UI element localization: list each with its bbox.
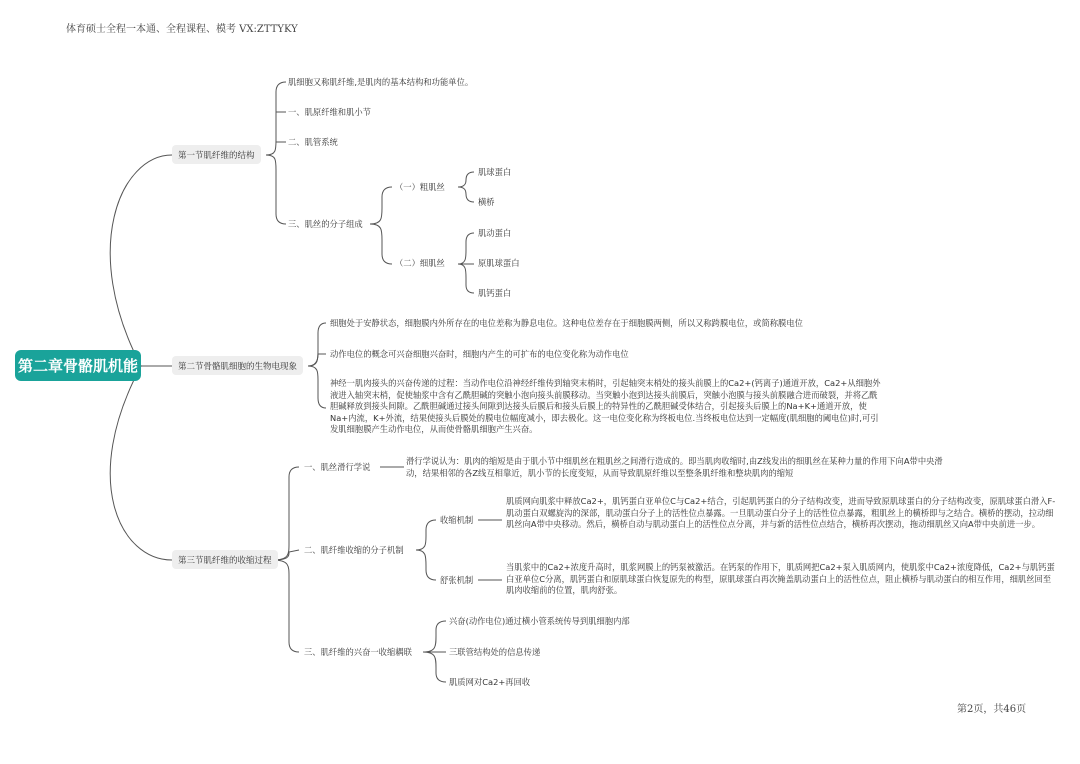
molecular-mechanism-node: 二、肌纤维收缩的分子机制 — [304, 545, 404, 555]
contraction-mechanism-text: 肌质网向肌浆中释放Ca2+，肌钙蛋白亚单位C与Ca2+结合，引起肌钙蛋白的分子结构改变，进而导致原肌球蛋白的分子结构改变，原肌球蛋白滑入F-肌动蛋白双螺旋沟的深部，肌动蛋白分子上的活性位点暴露。一旦肌动蛋白分子上的活性位点暴露，粗肌丝上的横桥即与之结合。横桥的摆动，拉动细肌丝向A带中央移动。然后，横桥自动与肌动蛋白上的活性位点分离，并与新的活性位点结合，横桥再次摆动，拖动细肌丝又向A带中央前进一步。 — [506, 496, 1056, 529]
section-3-node: 第三节肌纤维的收缩过程 — [172, 550, 278, 569]
thick-filament-node: （一）粗肌丝 — [395, 182, 445, 192]
section-1-item-3: 二、肌管系统 — [288, 137, 338, 147]
ec-coupling-child-3: 肌质网对Ca2+再回收 — [449, 677, 531, 687]
thick-child-crossbridge: 横桥 — [478, 197, 495, 207]
relaxation-mechanism-text: 当肌浆中的Ca2+浓度升高时，肌浆网膜上的钙泵被激活。在钙泵的作用下，肌质网把Ca2+泵入肌质网内，使肌浆中Ca2+浓度降低，Ca2+与肌钙蛋白亚单位C分离，肌钙蛋白和原肌球蛋白恢复原先的构型，原肌球蛋白再次掩盖肌动蛋白上的活性位点，阻止横桥与肌动蛋白的相互作用，细肌丝回至肌肉收缩前的位置，肌肉舒张。 — [506, 562, 1055, 595]
section-1-item-2: 一、肌原纤维和肌小节 — [288, 107, 371, 117]
sliding-theory-node: 一、肌丝滑行学说 — [304, 462, 371, 472]
root-node: 第二章骨骼肌机能 — [15, 350, 141, 381]
ec-coupling-child-1: 兴奋(动作电位)通过横小管系统传导到肌细胞内部 — [449, 616, 630, 626]
resting-potential-text: 细胞处于安静状态，细胞膜内外所存在的电位差称为静息电位。这种电位差存在于细胞膜两侧，所以又称跨膜电位，或简称膜电位 — [330, 318, 803, 328]
thin-child-actin: 肌动蛋白 — [478, 228, 512, 238]
page-header: 体育硕士全程一本通、全程课程、模考 VX:ZTTYKY — [66, 24, 298, 35]
page-footer: 第2页，共46页 — [957, 704, 1027, 715]
action-potential-text: 动作电位的概念可兴奋细胞兴奋时，细胞内产生的可扩布的电位变化称为动作电位 — [330, 349, 629, 359]
sliding-theory-text: 滑行学说认为：肌肉的缩短是由于肌小节中细肌丝在粗肌丝之间滑行造成的。即当肌肉收缩时,由Z线发出的细肌丝在某种力量的作用下向A带中央滑动，结果相邻的各Z线互相靠近，肌小节的长度变短，从而导致肌原纤维以至整条肌纤维和整块肌肉的缩短 — [406, 456, 943, 478]
ec-coupling-child-2: 三联管结构处的信息传递 — [449, 647, 541, 657]
thin-child-troponin: 肌钙蛋白 — [478, 288, 512, 298]
thick-child-myosin: 肌球蛋白 — [478, 167, 512, 177]
section-1-item-1: 肌细胞又称肌纤维,是肌肉的基本结构和功能单位。 — [288, 77, 474, 87]
relaxation-mechanism-node: 舒张机制 — [440, 575, 474, 585]
section-1-item-4: 三、肌丝的分子组成 — [288, 219, 363, 229]
nmj-transmission-text: 神经一肌肉接头的兴奋传递的过程：当动作电位沿神经纤维传到轴突末梢时，引起轴突末梢处的接头前膜上的Ca2+(钙离子)通道开放，Ca2+从细胞外液进入轴突末梢，促使轴浆中含有乙酰胆碱的突触小泡向接头前膜移动。当突触小泡到达接头前膜后，突触小泡膜与接头前膜融合进而破裂，并将乙酰胆碱释放到接头间隙。乙酰胆碱通过接头间隙到达接头后膜后和接头后膜上的特异性的乙酰胆碱受体结合，引起接头后膜上的Na+K+通道开放，使Na+内流，K+外流，结果使接头后膜处的膜电位幅度减小，即去极化。这一电位变化称为终板电位.当终板电位达到一定幅度(肌细胞的阈电位)时,可引发肌细胞膜产生动作电位，从而使骨骼肌细胞产生兴奋。 — [330, 378, 881, 434]
section-2-node: 第二节骨骼肌细胞的生物电现象 — [172, 356, 303, 375]
thin-child-tropomyosin: 原肌球蛋白 — [478, 258, 520, 268]
ec-coupling-node: 三、肌纤维的兴奋一收缩耦联 — [304, 647, 412, 657]
contraction-mechanism-node: 收缩机制 — [440, 515, 474, 525]
thin-filament-node: （二）细肌丝 — [395, 258, 445, 268]
section-1-node: 第一节肌纤维的结构 — [172, 145, 261, 164]
